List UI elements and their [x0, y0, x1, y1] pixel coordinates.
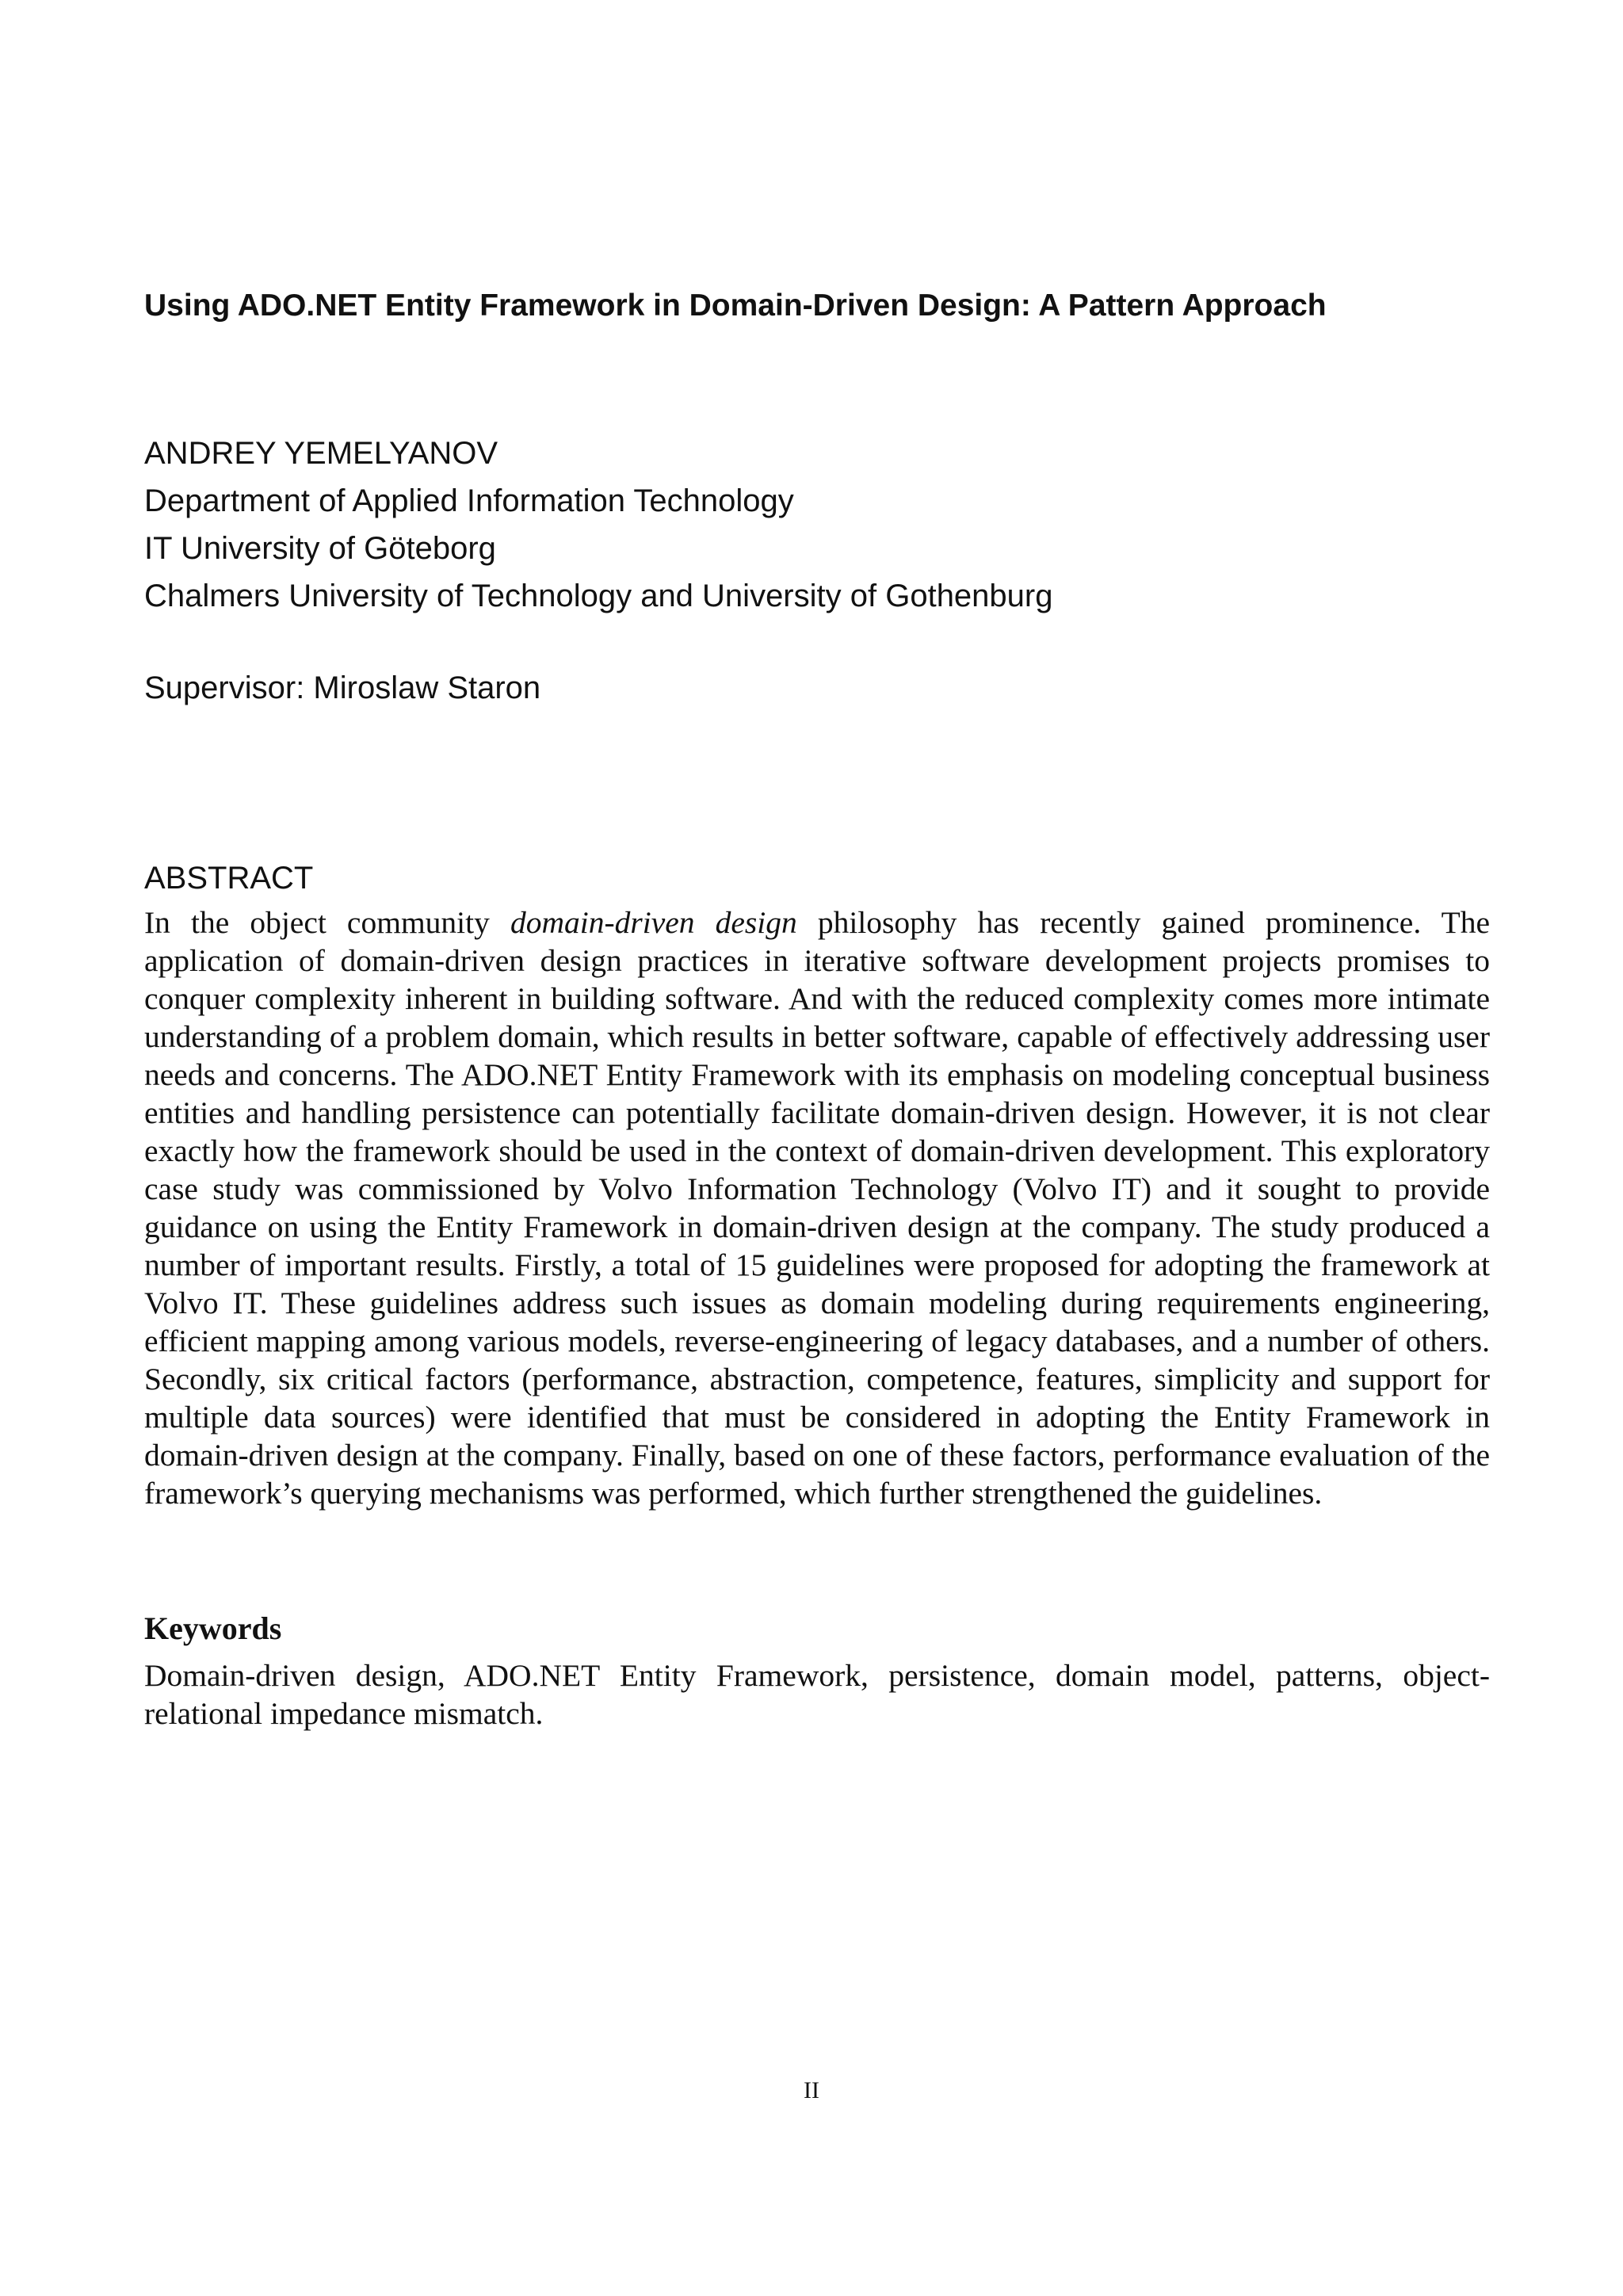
author-block — [144, 430, 1491, 620]
author-name: ANDREY YEMELYANOV — [144, 436, 498, 471]
author-department: Department of Applied Information Technology — [144, 483, 794, 518]
page-title: Using ADO.NET Entity Framework in Domain-Driven Design: A Pattern Approach — [144, 288, 1327, 323]
author-institution: Chalmers University of Technology and University of Gothenburg — [144, 579, 1053, 613]
supervisor-line: Supervisor: Miroslaw Staron — [144, 670, 541, 705]
author-university: IT University of Göteborg — [144, 531, 496, 566]
abstract-text: philosophy has recently gained prominence. The application of domain-driven design practices in iterative software development projects promises to conquer complexity inherent in building software. And with the reduced complexity comes more intimate understanding of a problem domain, which results in better software, capable of effectively addressing user needs and concerns. The ADO.NET Entity Framework with its emphasis on modeling conceptual business entities and handling persistence can potentially facilitate domain-driven design. However, it is not clear exactly how the framework should be used in the context of domain-driven development. This exploratory case study was commissioned by Volvo Information Technology (Volvo IT) and it sought to provide guidance on using the Entity Framework in domain-driven design at the company. The study produced a number of important results. Firstly, a total of 15 guidelines were proposed for adopting the framework at Volvo IT. These guidelines address such issues as domain modeling during requirements engineering, efficient mapping among various models, reverse-engineering of legacy databases, and a number of others. Secondly, six critical factors (performance, abstraction, competence, features, simplicity and support for multiple data sources) were identified that must be considered in adopting the Entity Framework in domain-driven design at the company. Finally, based on one of these factors, performance evaluation of the framework’s querying mechanisms was performed, which further strengthened the guidelines. — [144, 905, 1490, 1511]
abstract-body — [144, 904, 1490, 1512]
page-number: II — [804, 2077, 819, 2103]
abstract-italic-term: domain-driven design — [510, 905, 797, 940]
abstract-lead-in: In the object community — [144, 905, 510, 940]
keywords-heading: Keywords — [144, 1610, 282, 1646]
keywords-body: Domain-driven design, ADO.NET Entity Framework, persistence, domain model, patterns, object-relational impedance mismatch. — [144, 1658, 1490, 1731]
abstract-heading: ABSTRACT — [144, 861, 314, 896]
